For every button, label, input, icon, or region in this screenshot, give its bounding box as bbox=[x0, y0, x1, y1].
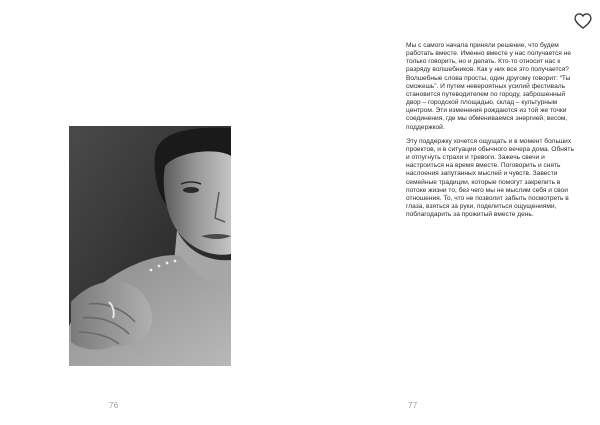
paragraph-1: Мы с самого начала приняли решение, что будем работать вместе. Именно вместе у нас получается не только говорить, но и делать. Кто-то относит нас к разряду волшебников. Как у них все это получается? Волшебные слова просты, один другому говорит: “Ты сможешь”. И путем невероятных усилий фестиваль становится путеводителем по городу, заброшенный двор – городской площадью, склад – культурным центром. Эти изменения рождаются из той же точки соединения, где мы обмениваемся энергией, весом, поддержкой. bbox=[406, 42, 571, 131]
portrait-photo bbox=[69, 126, 231, 366]
page-number-left: 76 bbox=[109, 401, 119, 410]
heart-icon[interactable] bbox=[573, 11, 593, 31]
right-page bbox=[300, 0, 600, 425]
page-number-right: 77 bbox=[408, 401, 418, 410]
paragraph-2: Эту поддержку хочется ощущать и в момент больших проектов, и в ситуации обычного вечера дома. Обнять и отпугнуть страхи и тревоги. Зажечь свечи и настроиться на время вместе. Поговорить и снять наслоения запутанных мыслей и чувств. Завести семейные традиции, которые помогут закрепить в потоке жизни то, без чего мы не мыслим себя и свои отношения. То, что не позволит забыть посмотреть в глаза, взяться за руки, поделиться ощущениями, поблагодарить за прожитый вместе день. bbox=[406, 137, 574, 219]
favorite-button[interactable] bbox=[573, 11, 593, 31]
body-text bbox=[406, 42, 578, 225]
